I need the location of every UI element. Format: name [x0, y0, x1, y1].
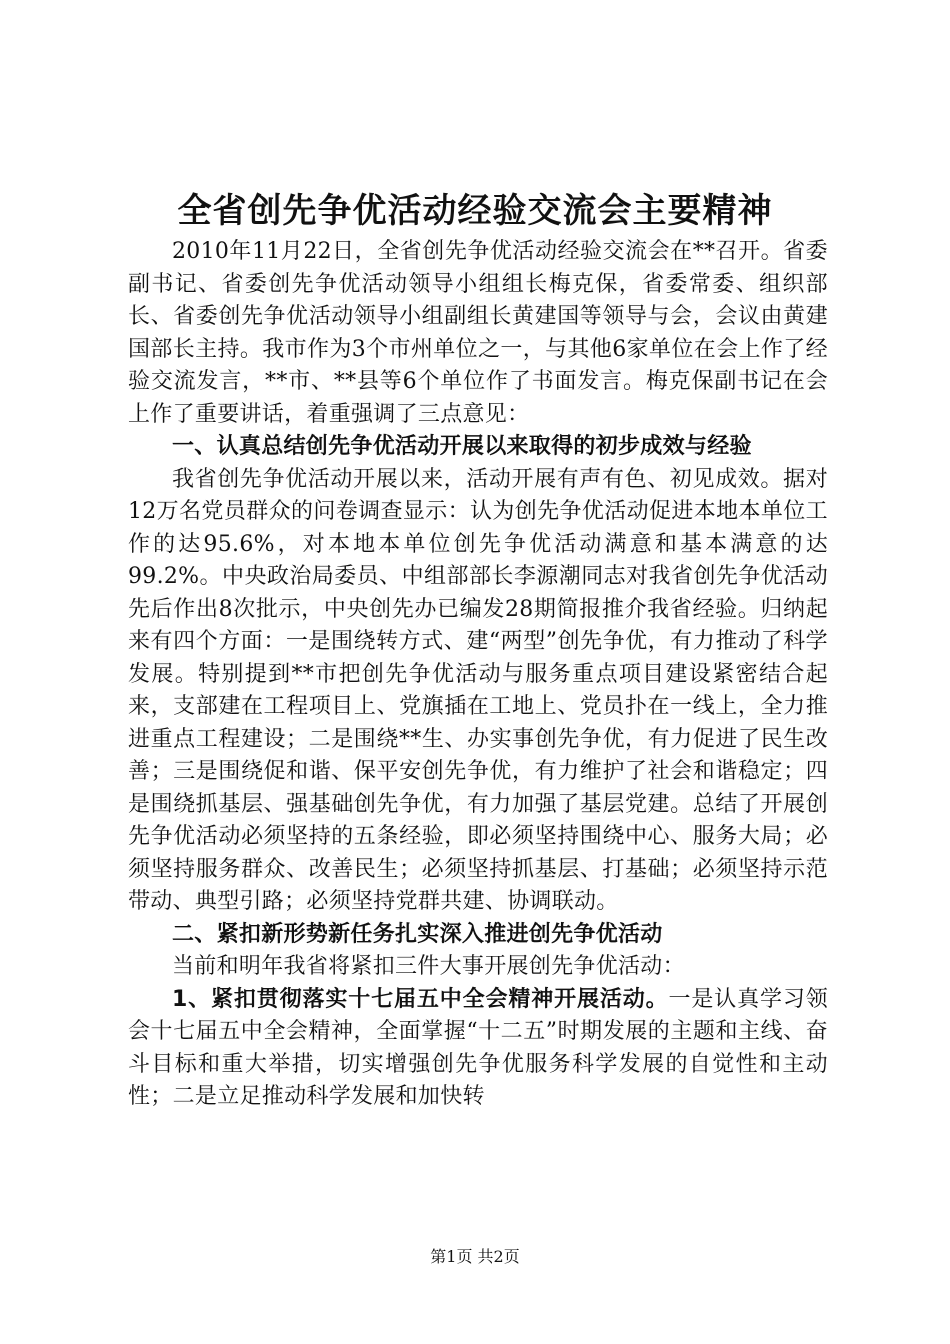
- item-one-paragraph: [128, 984, 828, 1114]
- section-heading-one: 一、认真总结创先争优活动开展以来取得的初步成效与经验: [172, 434, 752, 459]
- intro-paragraph: 2010年11月22日，全省创先争优活动经验交流会在**召开。省委副书记、省委创先争优活动领导小组组长梅克保，省委常委、组织部长、省委创先争优活动领导小组副组长黄建国等领导与会，会议由黄建国部长主持。我市作为3个市州单位之一，与其他6家单位在会上作了经验交流发言，**市、**县等6个单位作了书面发言。梅克保副书记在会上作了重要讲话，着重强调了三点意见：: [128, 239, 828, 427]
- item-one-heading: 1、紧扣贯彻落实十七届五中全会精神开展活动。: [172, 986, 669, 1012]
- item-one-text: 一是认真学习领会十七届五中全会精神，全面掌握“十二五”时期发展的主题和主线、奋斗目标和重大举措，切实增强创先争优服务科学发展的自觉性和主动性；二是立足推动科学发展和加快转: [128, 986, 828, 1109]
- section-heading-two: 二、紧扣新形势新任务扎实深入推进创先争优活动: [172, 921, 663, 947]
- section-one-paragraph: 我省创先争优活动开展以来，活动开展有声有色、初见成效。据对12万名党员群众的问卷调查显示：认为创先争优活动促进本地本单位工作的达95.6%，对本地本单位创先争优活动满意和基本满意的达99.2%。中央政治局委员、中组部部长李源潮同志对我省创先争优活动先后作出8次批示，中央创先办已编发28期简报推介我省经验。归纳起来有四个方面：一是围绕转方式、建“两型”创先争优，有力推动了科学发展。特别提到**市把创先争优活动与服务重点项目建设紧密结合起来，支部建在工程项目上、党旗插在工地上、党员扑在一线上，全力推进重点工程建设；二是围绕**生、办实事创先争优，有力促进了民生改善；三是围绕促和谐、保平安创先争优，有力维护了社会和谐稳定；四是围绕抓基层、强基础创先争优，有力加强了基层党建。总结了开展创先争优活动必须坚持的五条经验，即必须坚持围绕中心、服务大局；必须坚持服务群众、改善民生；必须坚持抓基层、打基础；必须坚持示范带动、典型引路；必须坚持党群共建、协调联动。: [128, 466, 828, 914]
- page-footer: 第1页 共2页: [430, 1247, 520, 1266]
- document-title: 全省创先争优活动经验交流会主要精神: [177, 191, 773, 231]
- document-body: [128, 236, 828, 1114]
- section-two-intro-paragraph: 当前和明年我省将紧扣三件大事开展创先争优活动：: [172, 954, 685, 979]
